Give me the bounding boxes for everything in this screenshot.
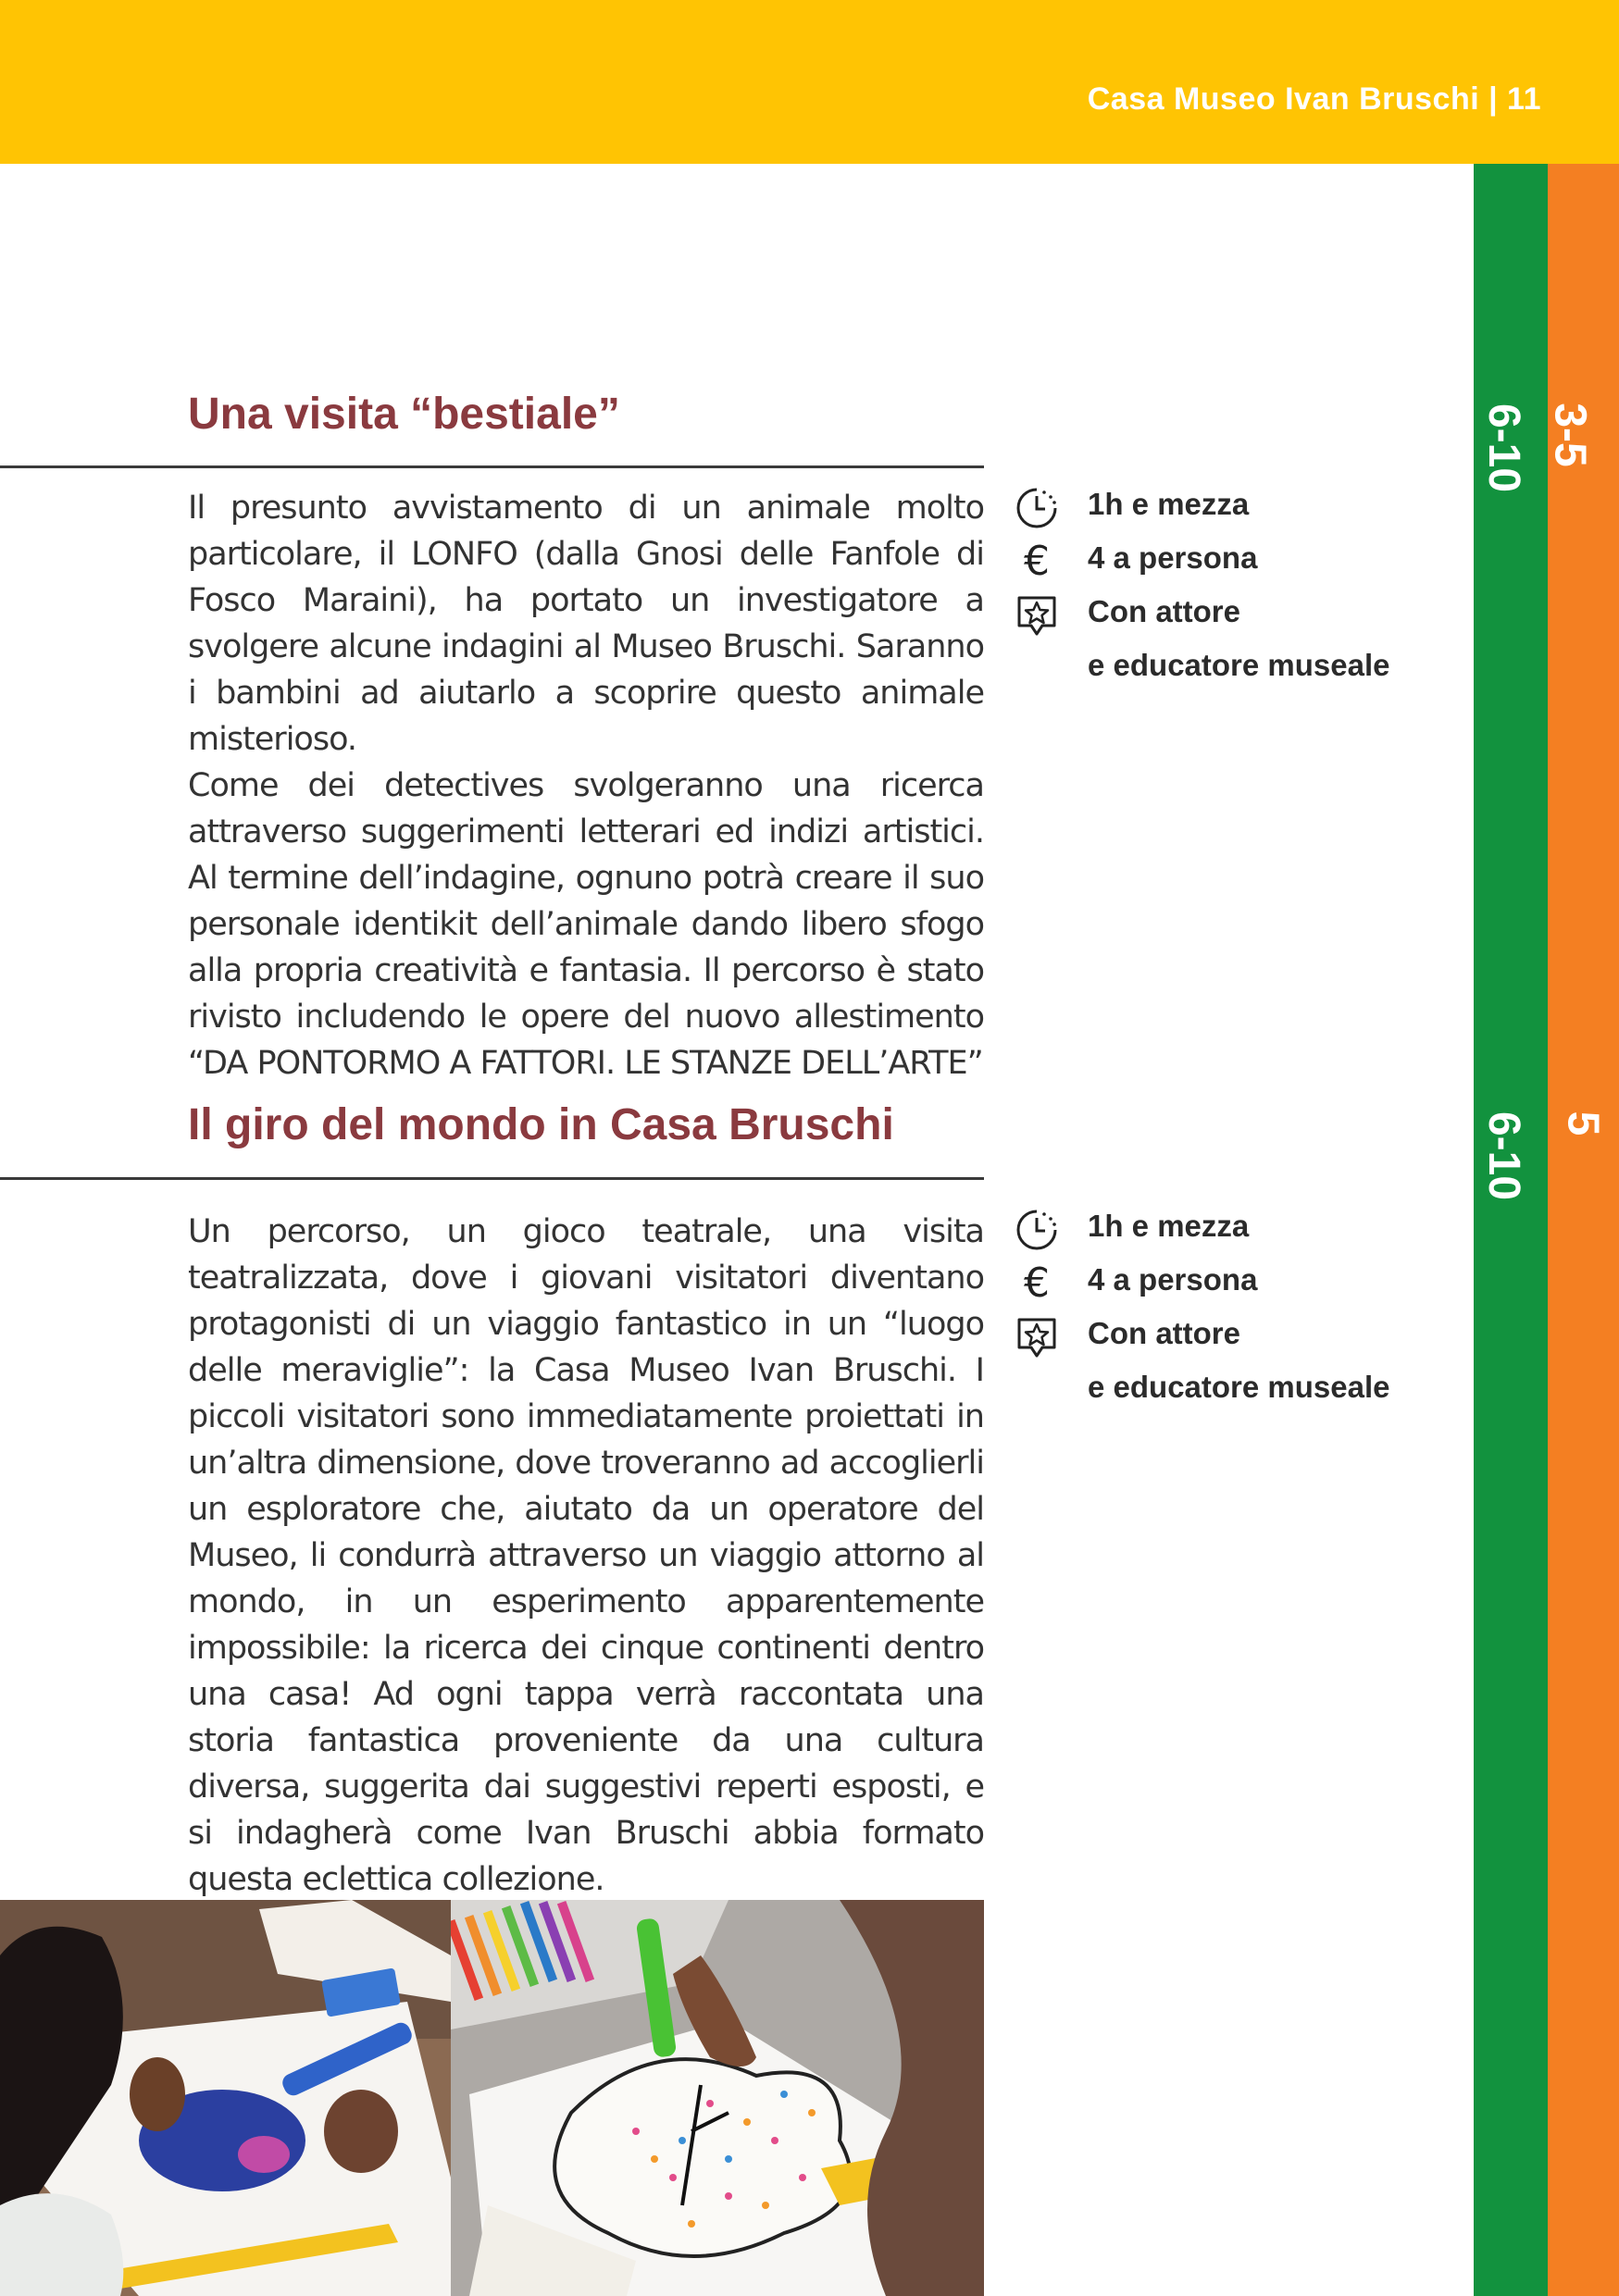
header-title: Casa Museo Ivan Bruschi | 11 [1087,81,1541,117]
section-divider [0,465,984,468]
duration-row [1014,481,1421,535]
staff-label-2: e educatore museale [1088,1370,1390,1404]
euro-icon: € [1024,538,1050,585]
paragraph: Come dei detectives svolgeranno una ricerca attraverso suggerimenti letterari ed indizi artistici. Al termine dell’indagine, ognuno potrà creare il suo personale identikit dell’animale dando libero sfogo alla propria creatività e fantasia. Il percorso è stato rivisto includendo le opere del nuovo allestimento “DA PONTORMO A FATTORI. LE STANZE DELL’ARTE” [188,767,984,1082]
staff-row [1014,1310,1421,1364]
price-label: 4 a persona [1088,540,1258,575]
clock-icon [1014,1207,1060,1253]
staff-label: Con attore [1088,594,1240,628]
star-badge-icon [1014,1314,1060,1360]
price-row [1014,1257,1421,1310]
photo-child-drawing-blue [0,1900,451,2296]
staff-label: Con attore [1088,1316,1240,1350]
age-tab-5: 5 [1558,1111,1608,1136]
paragraph: Un percorso, un gioco teatrale, una visita teatralizzata, dove i giovani visitatori diventano protagonisti di un viaggio fantastico in un “luogo delle meraviglie”: la Casa Museo Ivan Bruschi. I piccoli visitatori sono immediatamente proiettati in un’altra dimensione, dove troveranno ad accoglierli un esploratore che, aiutato da un operatore del Museo, li condurrà attraverso un viaggio attorno al mondo, in un esperimento apparentemente impossibile: la ricerca dei cinque continenti dentro una casa! Ad ogni tappa verrà raccontata una storia fantastica proveniente da una cultura diversa, suggerita dai suggestivi reperti esposti, e si indagherà come Ivan Bruschi abbia formato questa eclettica collezione. [188,1213,984,1898]
price-label: 4 a persona [1088,1262,1258,1297]
age-band-orange [1545,164,1619,2296]
age-tab-3-5: 3-5 [1545,403,1595,467]
info-box [1014,481,1421,696]
age-tab-6-10-first: 6-10 [1479,403,1529,493]
euro-icon: € [1024,1260,1050,1307]
staff-row-2 [1014,642,1421,696]
paragraph: Il presunto avvistamento di un animale molto particolare, il LONFO (dalla Gnosi delle Fanfole di Fosco Maraini), ha portato un investigatore a svolgere alcune indagini al Museo Bruschi. Saranno i bambini ad aiutarlo a scoprire questo animale misterioso. [188,490,984,758]
age-tab-6-10-second: 6-10 [1479,1111,1529,1201]
photo-child-drawing-colors [451,1900,984,2296]
section-title-visita-bestiale: Una visita “bestiale” [188,390,620,439]
clock-icon [1014,485,1060,531]
duration-row [1014,1203,1421,1257]
info-box [1014,1203,1421,1418]
section-divider [0,1177,984,1180]
price-row [1014,535,1421,589]
duration-label: 1h e mezza [1088,487,1250,521]
star-badge-icon [1014,592,1060,639]
duration-label: 1h e mezza [1088,1209,1250,1243]
section-description [188,1209,984,1903]
section-description [188,485,984,1086]
staff-label-2: e educatore museale [1088,648,1390,682]
staff-row-2 [1014,1364,1421,1418]
section-title-giro-del-mondo: Il giro del mondo in Casa Bruschi [188,1100,894,1149]
staff-row [1014,589,1421,642]
